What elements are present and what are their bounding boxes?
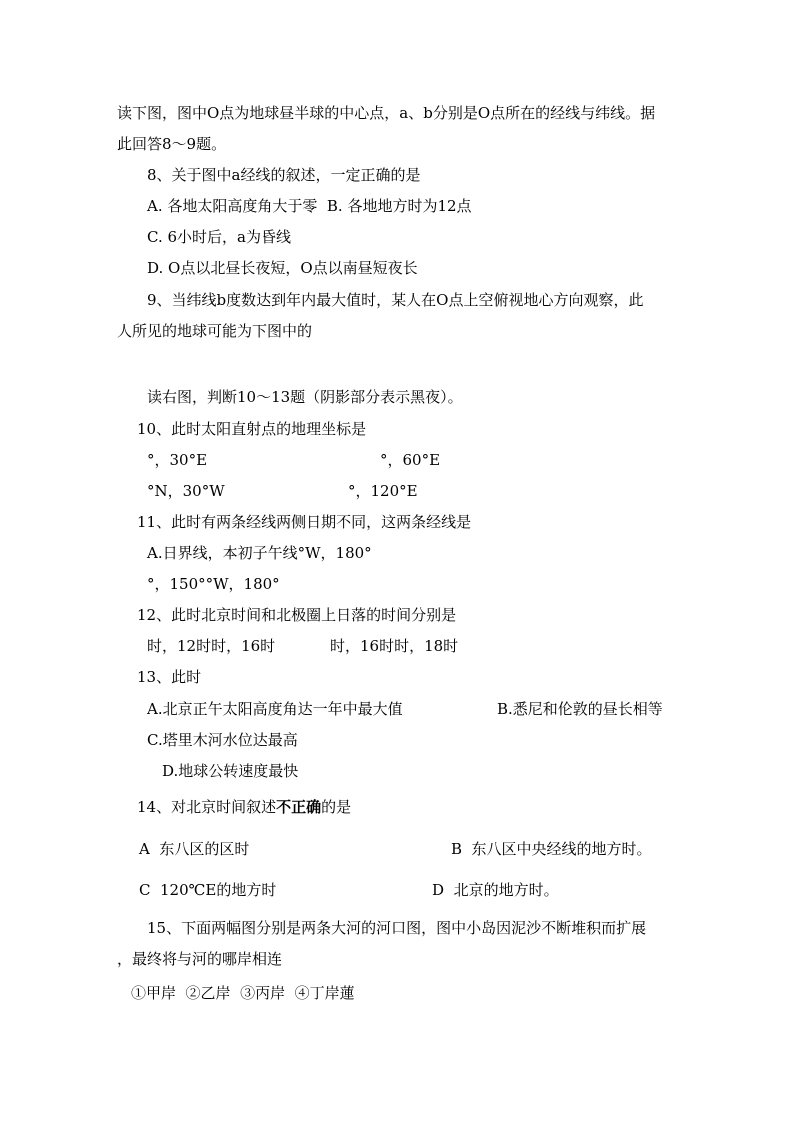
q14-stem-pre: 14、对北京时间叙述 [137, 798, 277, 816]
q13-option-c: C.塔里木河水位达最高 [147, 731, 298, 749]
q15-line-1: 15、下面两幅图分别是两条大河的河口图，图中小岛因泥沙不断堆积而扩展 [147, 919, 647, 937]
q12-option-b: 时，16时时，18时 [330, 637, 459, 655]
q13-option-b: B.悉尼和伦敦的昼长相等 [497, 700, 663, 718]
q10-option-a: °，30°E [147, 451, 208, 469]
q10-option-d: °，120°E [348, 482, 418, 500]
q11-stem: 11、此时有两条经线两侧日期不同，这两条经线是 [137, 513, 472, 531]
q10-option-c: °N，30°W [147, 482, 225, 500]
intro-line-1: 读下图，图中O点为地球昼半球的中心点，a、b分别是O点所在的经线与纬线。据 [117, 104, 656, 122]
q8-option-d: D. O点以北昼长夜短，O点以南昼短夜长 [147, 259, 418, 277]
q8-option-ab: A. 各地太阳高度角大于零 B. 各地地方时为12点 [147, 197, 472, 215]
q10-option-b: °，60°E [380, 451, 441, 469]
q8-stem: 8、关于图中a经线的叙述，一定正确的是 [147, 166, 421, 184]
q14-stem-emphasis: 不正确 [276, 798, 322, 816]
q13-stem: 13、此时 [137, 668, 202, 686]
q14-option-d: D 北京的地方时。 [432, 881, 559, 899]
q14-option-b: B 东八区中央经线的地方时。 [451, 840, 652, 858]
q14-option-c: C 120℃E的地方时 [139, 881, 277, 899]
q14-option-a: A 东八区的区时 [139, 840, 250, 858]
q12-option-a: 时，12时时，16时 [147, 637, 276, 655]
q13-option-d: D.地球公转速度最快 [162, 762, 299, 780]
q14-stem [137, 797, 351, 817]
q12-stem: 12、此时北京时间和北极圈上日落的时间分别是 [137, 606, 457, 624]
q9-line-2: 人所见的地球可能为下图中的 [117, 322, 313, 340]
q15-options: ①甲岸 ②乙岸 ③丙岸 ④丁岸蓮 [131, 984, 355, 1002]
q8-option-c: C. 6小时后，a为昏线 [147, 228, 291, 246]
q14-stem-post: 的是 [321, 798, 352, 816]
intro-2: 读右图，判断10～13题（阴影部分表示黑夜）。 [147, 388, 463, 406]
intro-line-2: 此回答8～9题。 [117, 135, 227, 153]
q10-stem: 10、此时太阳直射点的地理坐标是 [137, 420, 367, 438]
q13-option-a: A.北京正午太阳高度角达一年中最大值 [147, 700, 403, 718]
q15-line-2: ，最终将与河的哪岸相连 [117, 950, 283, 968]
q11-option-b: °，150°°W，180° [147, 575, 280, 593]
q9-line-1: 9、当纬线b度数达到年内最大值时，某人在O点上空俯视地心方向观察，此 [147, 291, 644, 309]
q11-option-a: A.日界线，本初子午线°W，180° [147, 544, 372, 562]
